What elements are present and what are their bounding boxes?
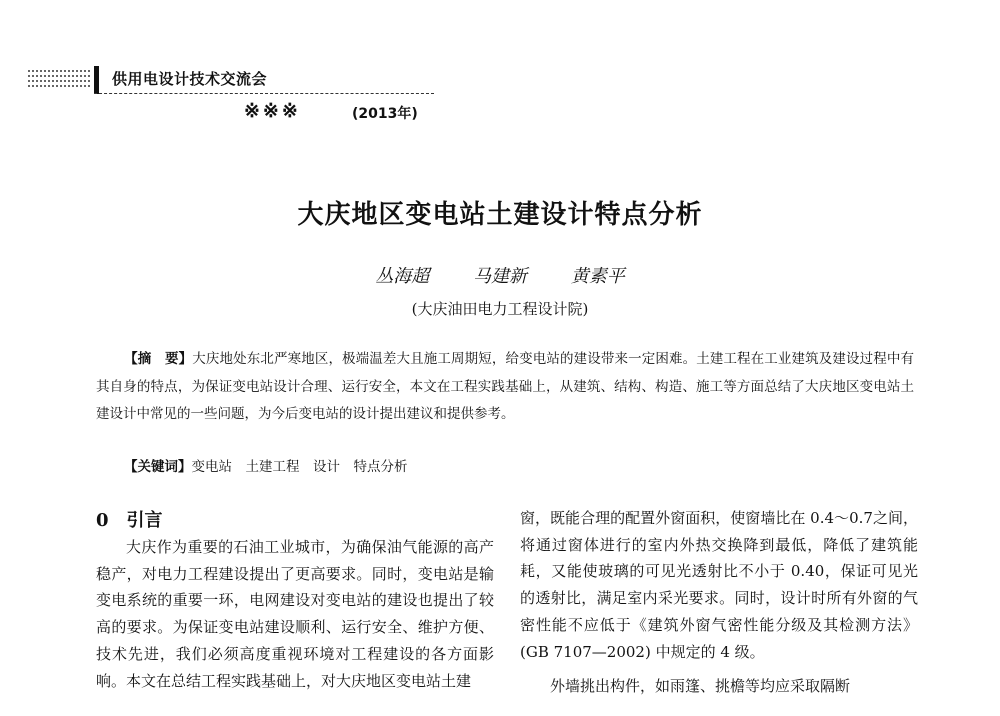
section-number: 0 xyxy=(96,510,109,531)
section-title: 引言 xyxy=(126,510,163,531)
body-column-left xyxy=(96,534,494,694)
header-dashed-rule xyxy=(94,93,434,94)
keywords xyxy=(124,455,408,475)
body-paragraph: 外墙挑出构件，如雨篷、挑檐等均应采取隔断 xyxy=(550,677,851,696)
abstract-text: 大庆地处东北严寒地区，极端温差大且施工周期短，给变电站的建设带来一定困难。土建工程在工业建筑及建设过程中有其自身的特点，为保证变电站设计合理、运行安全，本文在工程实践基础上，从建筑、结构、构造、施工等方面总结了大庆地区变电站土建设计中常见的一些问题，为今后变电站的设计提出建议和提供参考。 xyxy=(96,351,915,422)
author-name: 黄素平 xyxy=(570,266,625,287)
author-list xyxy=(0,262,1000,288)
abstract-label: 【摘 要】 xyxy=(124,351,193,367)
journal-title: 供用电设计技术交流会 xyxy=(112,70,268,88)
author-name: 马建新 xyxy=(473,266,527,287)
journal-header xyxy=(28,66,434,126)
journal-logo-icon xyxy=(28,68,92,90)
section-heading xyxy=(96,506,163,532)
journal-year: (2013年) xyxy=(352,106,418,122)
keywords-label: 【关键词】 xyxy=(124,459,192,475)
body-paragraph: 大庆作为重要的石油工业城市，为确保油气能源的高产稳产，对电力工程建设提出了更高要求。同时，变电站是输变电系统的重要一环，电网建设对变电站的建设也提出了较高的要求。为保证变电站建设顺利、运行安全、维护方便、技术先进，我们必须高度重视环境对工程建设的各方面影响。本文在总结工程实践基础上，对大庆地区变电站土建 xyxy=(96,538,494,690)
header-seal-icon: ※※※ xyxy=(244,100,301,122)
article-title: 大庆地区变电站土建设计特点分析 xyxy=(297,200,703,230)
abstract xyxy=(96,346,914,429)
author-affiliation: (大庆油田电力工程设计院) xyxy=(411,300,589,318)
body-column-right xyxy=(520,505,918,700)
author-name: 丛海超 xyxy=(375,266,430,287)
body-paragraph: 窗，既能合理的配置外窗面积，使窗墙比在 0.4～0.7之间，将通过窗体进行的室内外热交换降到最低，降低了建筑能耗，又能使玻璃的可见光透射比不小于 0.40，保证可见光的透射比，满足室内采光要求。同时，设计时所有外窗的气密性能不应低于《建筑外窗气密性能分级及其检测方法》(GB 7107—2002) 中规定的 4 级。 xyxy=(520,509,918,661)
keywords-text: 变电站 土建工程 设计 特点分析 xyxy=(191,459,408,475)
header-bar xyxy=(94,66,99,94)
